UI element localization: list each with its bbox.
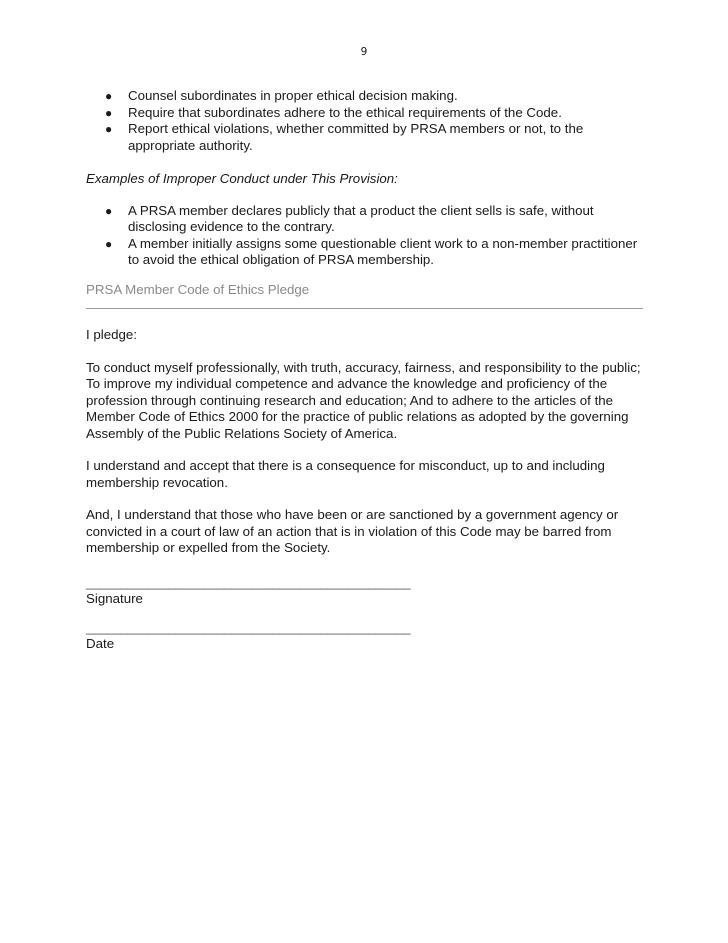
list-item bbox=[86, 236, 646, 269]
bullet-icon: ● bbox=[105, 236, 113, 251]
list-item bbox=[86, 88, 646, 105]
examples-heading: Examples of Improper Conduct under This Provision: bbox=[86, 171, 398, 186]
list-item-text: A member initially assigns some questionable client work to a non-member practitioner to avoid the ethical obligation of PRSA membership. bbox=[128, 235, 638, 267]
bullet-icon: ● bbox=[105, 203, 113, 218]
pledge-intro: I pledge: bbox=[86, 327, 138, 342]
bullet-icon: ● bbox=[105, 89, 113, 103]
document-body bbox=[86, 88, 646, 653]
pledge-section-heading: PRSA Member Code of Ethics Pledge bbox=[86, 282, 643, 310]
signature-line: _______________________________________________ bbox=[86, 574, 411, 590]
pledge-paragraph: To conduct myself professionally, with truth, accuracy, fairness, and responsibility to the public; To improve my individual competence and advance the knowledge and proficiency of the profession through continuing research and education; And to adhere to the articles of the Member Code of Ethics 2000 for the practice of public relations as adopted by the governing Assembly of the Public Relations Society of America. bbox=[86, 359, 641, 441]
bullet-icon: ● bbox=[105, 105, 113, 120]
list-item-text: A PRSA member declares publicly that a product the client sells is safe, without disclosing evidence to the contrary. bbox=[128, 202, 594, 234]
list-item-text: Counsel subordinates in proper ethical decision making. bbox=[128, 88, 458, 103]
pledge-paragraph: And, I understand that those who have been or are sanctioned by a government agency or convicted in a court of law of an action that is in violation of this Code may be barred from membership or expelled from the Society. bbox=[86, 507, 619, 555]
list-item-text: Require that subordinates adhere to the ethical requirements of the Code. bbox=[128, 104, 562, 120]
bullet-icon: ● bbox=[105, 122, 113, 136]
date-line: _______________________________________________ bbox=[86, 619, 411, 635]
list-item bbox=[86, 203, 646, 236]
examples-list bbox=[86, 203, 646, 269]
date-label: Date bbox=[86, 636, 115, 651]
page-number: 9 bbox=[360, 46, 368, 58]
pledge-paragraph: I understand and accept that there is a consequence for misconduct, up to and including membership revocation. bbox=[86, 458, 605, 490]
duties-list bbox=[86, 88, 646, 154]
list-item bbox=[86, 121, 646, 154]
signature-label: Signature bbox=[86, 591, 143, 606]
list-item-text: Report ethical violations, whether committed by PRSA members or not, to the appropriate authority. bbox=[128, 121, 584, 153]
list-item bbox=[86, 105, 646, 122]
